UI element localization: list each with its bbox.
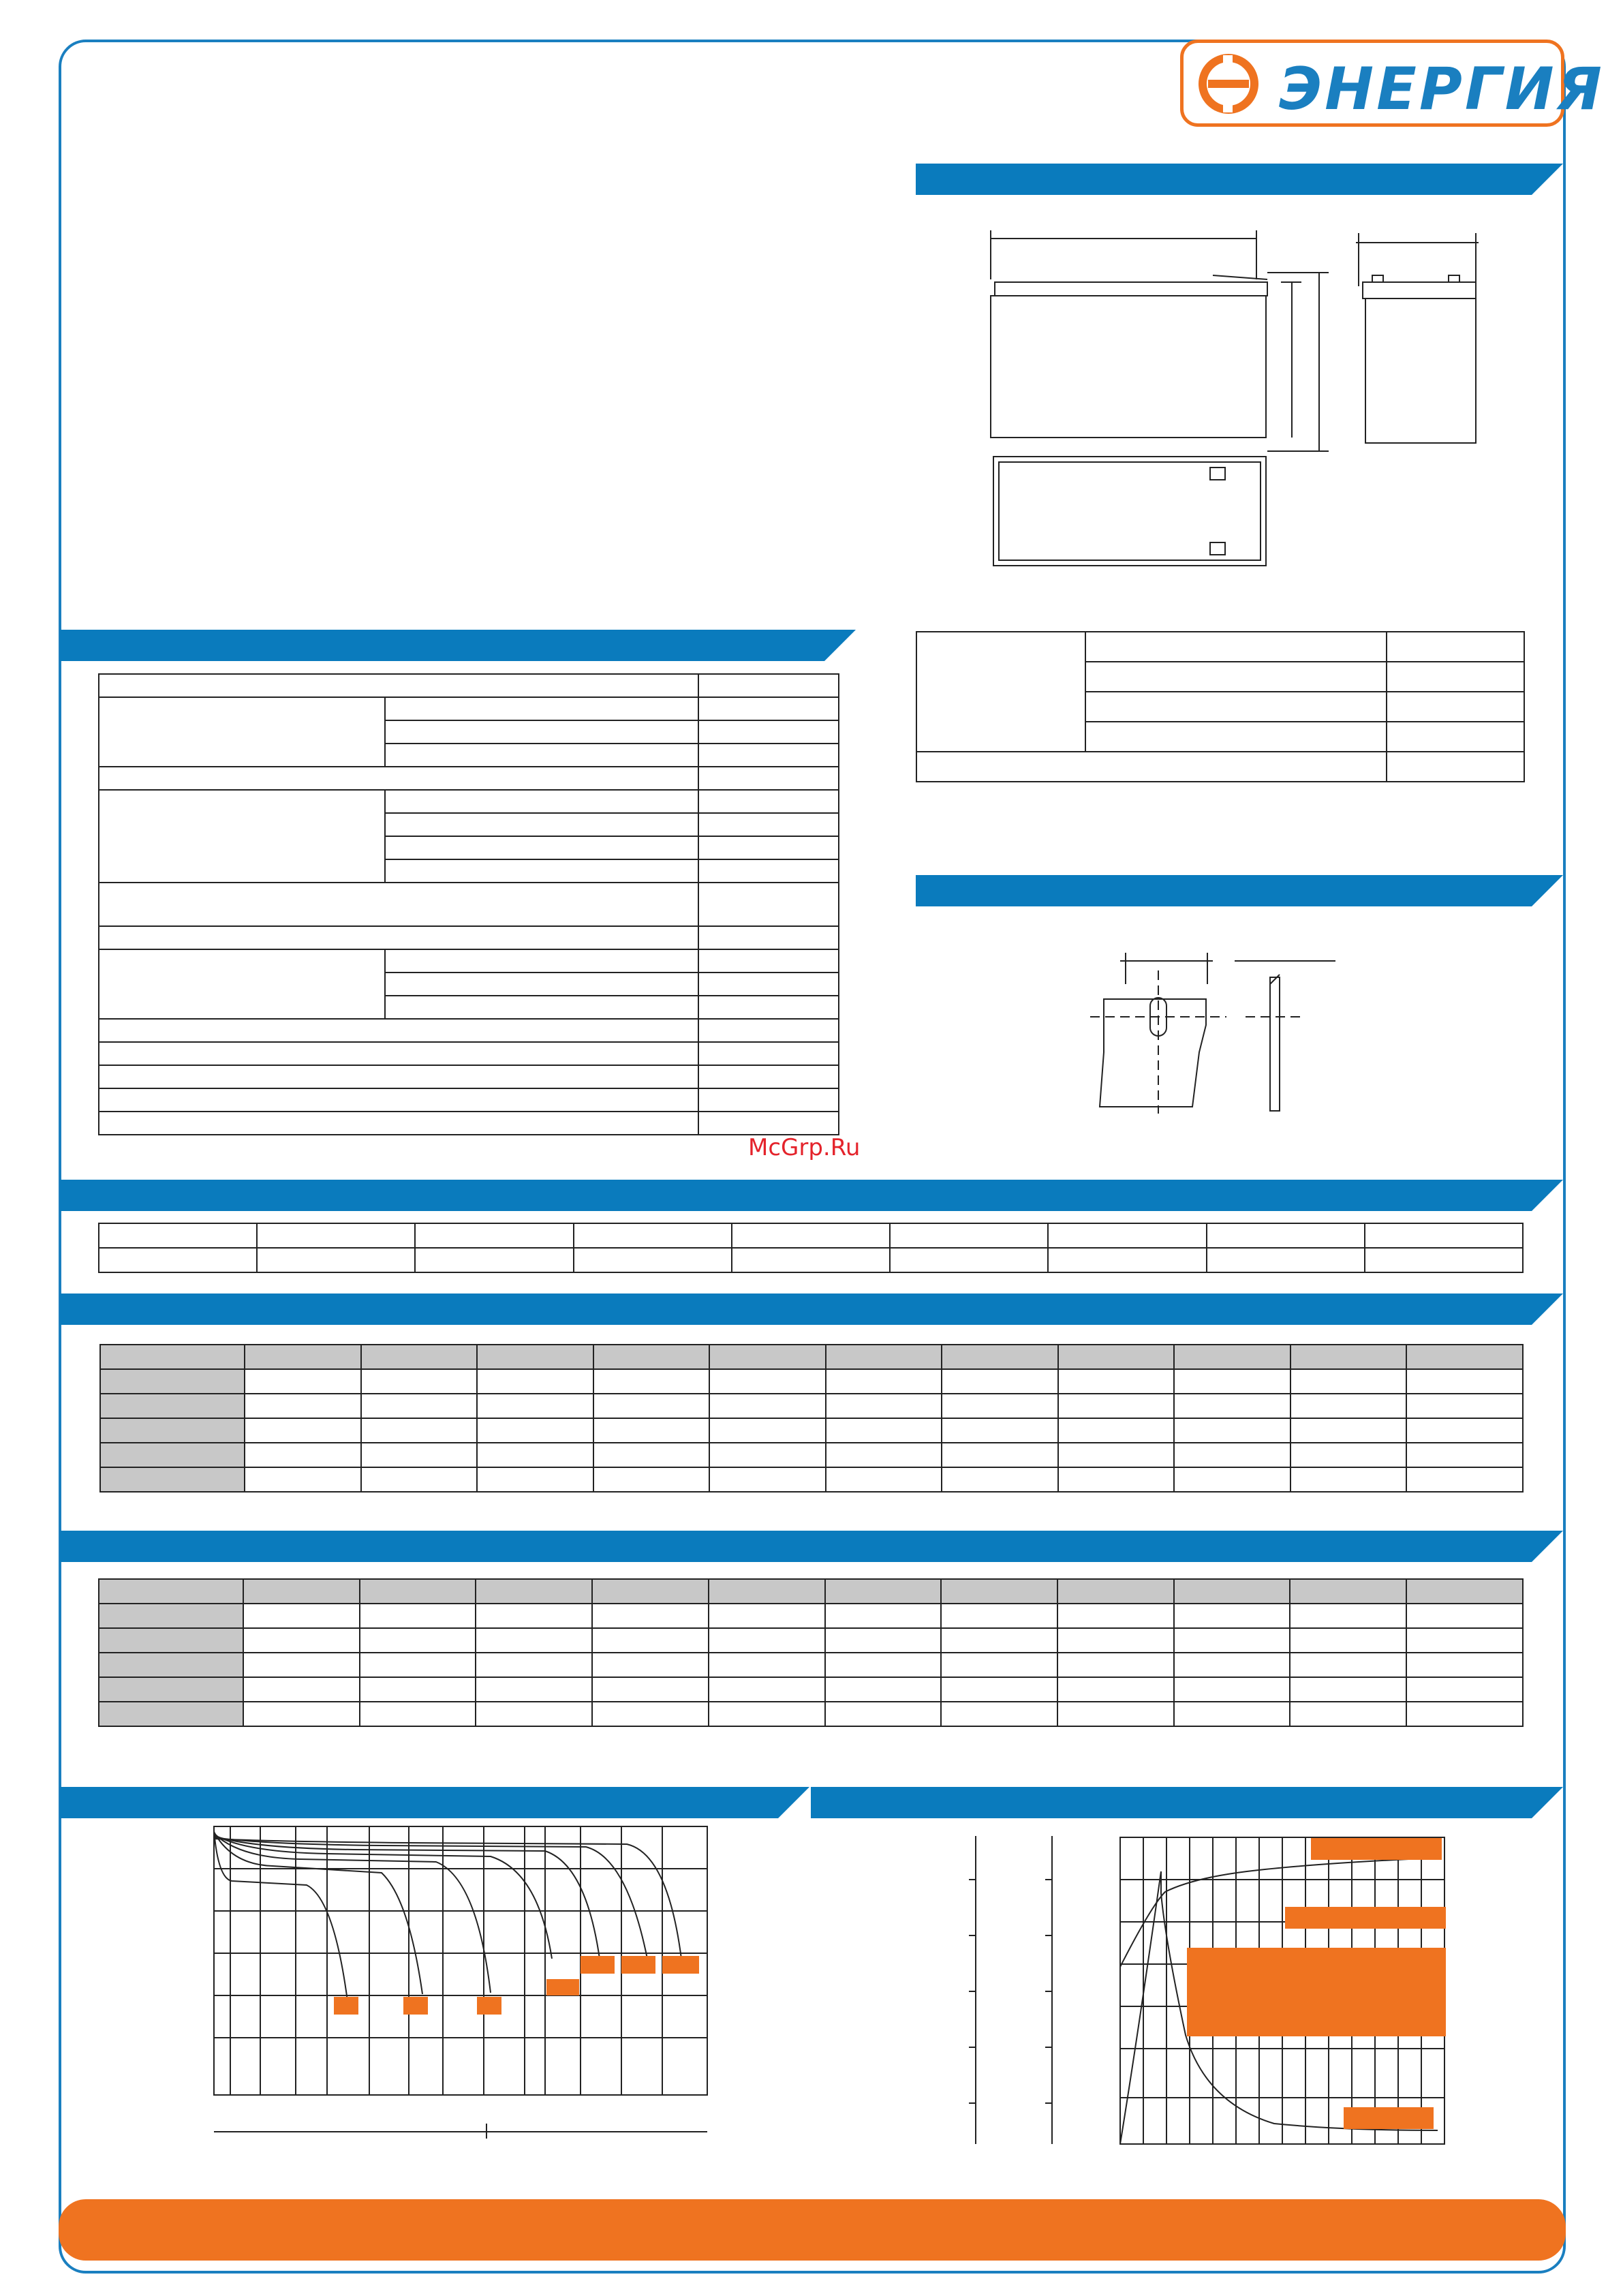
band-table1 [60,1180,1563,1211]
rated-specs-table [916,631,1525,782]
logo-mark-icon [1184,43,1279,123]
brand-logo [1180,40,1605,127]
discharge-curves-chart [204,1824,722,2144]
chart-marker [546,1979,579,1995]
chart-legend-box [1187,1948,1446,2036]
table-one [98,1223,1524,1273]
footer-bar [59,2199,1566,2261]
band-terminal [916,875,1563,906]
chart-marker [581,1956,615,1974]
discharge-table-a [99,1344,1524,1493]
chart-marker [662,1956,699,1974]
band-dimensions [916,164,1563,195]
band-specifications [60,630,856,661]
discharge-table-b [98,1578,1524,1727]
chart-marker [1311,1838,1442,1860]
chart-marker [1285,1907,1446,1929]
band-discharge-a [60,1294,1563,1325]
chart-marker [621,1956,655,1974]
logo-text: ЭНЕРГИЯ [1279,55,1605,123]
band-chart-left [60,1787,809,1818]
terminal-drawing [1090,943,1349,1114]
watermark: McGrp.Ru [748,1134,861,1161]
chart-marker [403,1997,428,2015]
chart-marker [477,1997,501,2015]
dimension-drawing [981,225,1499,593]
band-chart-right [811,1787,1563,1818]
band-discharge-b [60,1531,1563,1562]
chart-marker [334,1997,358,2015]
chart-marker [1344,2107,1434,2129]
specifications-table [98,673,839,1135]
